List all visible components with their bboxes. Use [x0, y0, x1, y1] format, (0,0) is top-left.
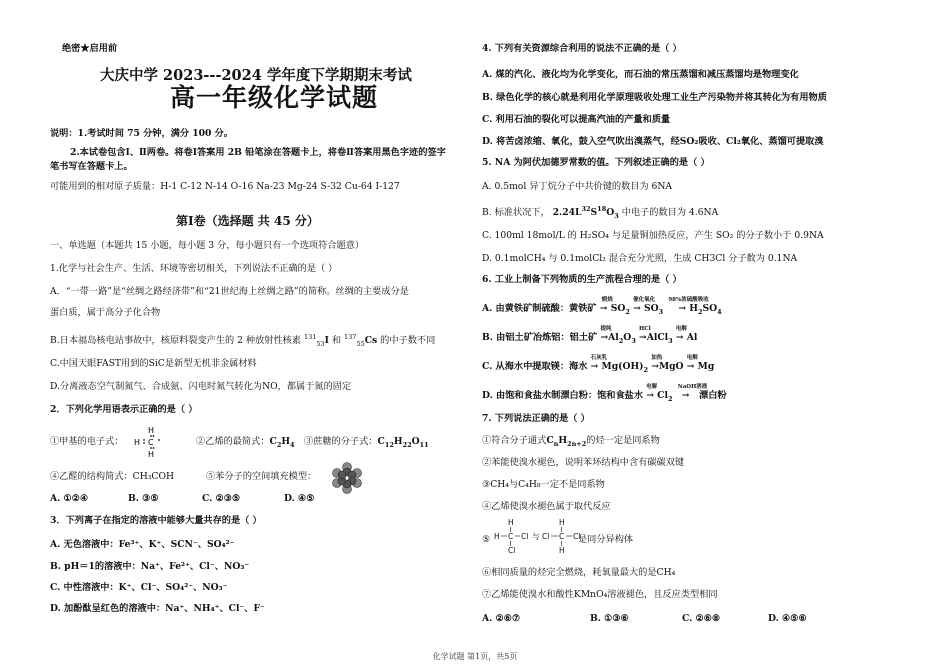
q6-option-b: B. 由铝土矿冶炼铝：铝土矿 提纯 $\to Al_2O_3$ HCl →AlCl$_3$ 电解 → Al — [482, 332, 697, 344]
svg-text:H: H — [494, 532, 500, 541]
svg-text:H: H — [559, 546, 565, 555]
q2-option-2-text: ②乙烯的最简式： — [196, 436, 270, 447]
q1-option-b-text: B.日本福岛核电站事故中，核原料裂变产生的 2 种放射性核素 — [50, 335, 302, 346]
arrow-roast-label: 煅烧 — [601, 297, 613, 303]
nuclide-cs137: $^{137}_{55}$Cs — [344, 332, 378, 348]
q6-option-b-text: B. 由铝土矿冶炼铝：铝土矿 — [482, 332, 598, 343]
atomic-masses: 可能用到的相对原子质量：H-1 C-12 N-14 O-16 Na-23 Mg-24 S-32 Cu-64 I-127 — [50, 181, 400, 192]
q3-option-d: D. 加酚酞呈红色的溶液中：Na⁺、NH₄⁺、Cl⁻、F⁻ — [50, 603, 265, 614]
svg-text:C: C — [148, 438, 154, 447]
q7-option-1-tail: 的烃一定是同系物 — [586, 435, 660, 446]
q2-choice-c: C. ②③⑤ — [202, 493, 241, 504]
svg-text:H: H — [148, 426, 155, 435]
secret-label: 绝密★启用前 — [62, 43, 118, 54]
q7-choice-c: C. ②⑥⑧ — [682, 613, 721, 624]
q2-choice-d: D. ④⑤ — [284, 493, 315, 504]
svg-text:Cl: Cl — [508, 546, 516, 555]
arrow-naoh: NaOH溶液 → — [682, 390, 690, 401]
q2-choice-a: A. ①②④ — [50, 493, 89, 504]
q1-option-a2: 蛋白质，属于高分子化合物 — [50, 307, 161, 318]
q4-option-c: C. 利用石油的裂化可以提高汽油的产量和质量 — [482, 114, 671, 125]
q1-option-c: C.中国天眼FAST用到的SiC是新型无机非金属材料 — [50, 358, 257, 369]
arrow-acid-absorb-label: 98%浓硫酸吸收 — [668, 297, 709, 303]
q6-option-c-text: C. 从海水中提取镁：海水 — [482, 361, 588, 372]
arrow-electrolysis-c: 电解 → — [687, 361, 695, 372]
q7-option-5-tail: 是同分异构体 — [578, 534, 634, 545]
q7-choice-d: D. ④⑤⑥ — [768, 613, 807, 624]
q7-option-5-num: ⑤ — [482, 534, 491, 545]
q7-choice-a: A. ②⑥⑦ — [482, 613, 521, 624]
q2-option-5: ⑤苯分子的空间填充模型： — [206, 471, 317, 482]
svg-text:Cl: Cl — [542, 532, 550, 541]
q5-option-b-tail: 中电子的数目为 4.6NA — [621, 207, 719, 218]
q7-choice-b: B. ①③⑥ — [590, 613, 629, 624]
q4-option-a: A. 煤的汽化、液化均为化学变化，而石油的常压蒸馏和减压蒸馏均是物理变化 — [482, 69, 799, 80]
arrow-hcl-label: HCl — [639, 326, 651, 332]
svg-text:H: H — [559, 518, 565, 527]
svg-text:H: H — [134, 438, 141, 447]
svg-text:Cl: Cl — [573, 532, 581, 541]
note-2b: 笔书写在答题卡上。 — [50, 161, 133, 172]
section1-title: 第Ⅰ卷（选择题 共 45 分） — [176, 214, 319, 228]
q7-option-1-text: ①符合分子通式 — [482, 435, 547, 446]
q5-option-a: A. 0.5mol 异丁烷分子中共价键的数目为 6NA — [482, 181, 673, 192]
q1-option-b-tail: 的中子数不同 — [380, 335, 436, 346]
q5-option-b-text: B. 标准状况下， — [482, 207, 550, 218]
q5-option-c: C. 100ml 18mol/L 的 H₂SO₄ 与足量铜加热反应，产生 SO₂ 的分子数小于 0.9NA — [482, 230, 824, 241]
q1-option-a1: A．“一带一路”是“丝绸之路经济带”和“21世纪海上丝绸之路”的简称。丝绸的主要成分是 — [50, 286, 409, 297]
q5-stem: 5. NA 为阿伏加德罗常数的值。下列叙述正确的是（ ） — [482, 157, 710, 168]
arrow-purify: 提纯 → — [600, 332, 608, 343]
exam-title: 大庆中学 2023---2024 学年度下学期期末考试 — [100, 67, 412, 84]
page-footer: 化学试题 第1页，共5页 — [432, 652, 518, 661]
q4-option-b: B. 绿色化学的核心就是利用化学原理吸收处理工业生产污染物并将其转化为有用物质 — [482, 92, 827, 103]
q3-option-c: C. 中性溶液中：K⁺、Cl⁻、SO₄²⁻、NO₃⁻ — [50, 582, 228, 593]
q7-option-7: ⑦乙烯能使溴水和酸性KMnO₄溶液褪色，且反应类型相同 — [482, 589, 718, 600]
q7-option-4: ④乙烯使溴水褪色属于取代反应 — [482, 501, 611, 512]
q2-option-3: ③蔗糖的分子式：$C_{12}H_{22}O_{11}$ — [304, 436, 429, 449]
arrow-lime-milk: 石灰乳 → — [591, 361, 599, 372]
arrow-electrolysis-d: 电解 → — [646, 390, 654, 401]
q4-stem: 4. 下列有关资源综合利用的说法不正确的是（ ） — [482, 43, 682, 54]
q2-option-2: ②乙烯的最简式：$C_2H_4$ — [196, 436, 295, 449]
q2-option-4: ④乙醛的结构简式：CH₃COH — [50, 471, 174, 482]
svg-text:Cl: Cl — [521, 532, 529, 541]
q6-option-a: A. 由黄铁矿制硫酸：黄铁矿 煅烧 → $SO_2$ 催化氧化 → $SO_3$ 98%浓硫酸吸收 → $H_2SO_4$ — [482, 303, 722, 315]
q3-option-b: B. pH＝1的溶液中：Na⁺、Fe²⁺、Cl⁻、NO₃⁻ — [50, 561, 250, 572]
benzene-space-filling-model — [330, 462, 364, 494]
svg-text:C: C — [508, 532, 514, 541]
q6-stem: 6. 工业上制备下列物质的生产流程合理的是（ ） — [482, 274, 682, 285]
arrow-catalytic-oxidation: 催化氧化 → — [633, 303, 641, 314]
arrow-heat: 加热 → — [651, 361, 659, 372]
q7-stem: 7. 下列说法正确的是（ ） — [482, 413, 590, 424]
arrow-electrolysis-b-label: 电解 — [675, 326, 687, 332]
q3-stem: 3．下列离子在指定的溶液中能够大量共存的是（ ） — [50, 515, 262, 526]
svg-text:C: C — [559, 532, 565, 541]
subject-title: 高一年级化学试题 — [170, 83, 379, 112]
section1-instruction: 一、单选题（本题共 15 小题，每小题 3 分，每小题只有一个选项符合题意） — [50, 240, 365, 251]
q5-option-b-formula: $2.24L^{32}S^{18}O_3$ — [552, 204, 619, 220]
arrow-lime-milk-label: 石灰乳 — [590, 355, 608, 361]
q5-option-d: D. 0.1molCH₄ 与 0.1molCl₂ 混合充分光照，生成 CH3Cl 分子数为 0.1NA — [482, 253, 798, 264]
methyl-electron-formula — [130, 424, 170, 460]
arrow-naoh-label: NaOH溶液 — [677, 384, 708, 390]
arrow-hcl: HCl → — [639, 332, 647, 343]
q1-option-b: B.日本福岛核电站事故中，核原料裂变产生的 2 种放射性核素 $^{131}_{53}$I 和 $^{137}_{55}$Cs 的中子数不同 — [50, 332, 436, 348]
q2-option-3-text: ③蔗糖的分子式： — [304, 436, 378, 447]
q5-option-b — [482, 204, 719, 220]
q7-option-1: ①符合分子通式$C_nH_{2n+2}$的烃一定是同系物 — [482, 435, 660, 448]
q2-stem: 2．下列化学用语表示正确的是（ ） — [50, 404, 198, 415]
arrow-purify-label: 提纯 — [600, 326, 612, 332]
q1-stem: 1.化学与社会生产、生活、环境等密切相关，下列说法不正确的是（ ） — [50, 263, 338, 274]
q7-option-2: ②苯能使溴水褪色，说明苯环结构中含有碳碳双键 — [482, 457, 685, 468]
svg-text:与: 与 — [532, 532, 540, 541]
q6-option-c: C. 从海水中提取镁：海水 石灰乳 → $Mg(OH)_2$ 加热 →MgO 电解 → Mg — [482, 361, 714, 373]
arrow-catalytic-oxidation-label: 催化氧化 — [633, 297, 656, 303]
q7-option-6: ⑥相同质量的烃完全燃烧，耗氧量最大的是CH₄ — [482, 567, 676, 578]
arrow-roast: 煅烧 → — [600, 303, 608, 314]
arrow-electrolysis-d-label: 电解 — [646, 384, 658, 390]
q6-option-d: D. 由饱和食盐水制漂白粉：饱和食盐水 电解 → $Cl_2$ NaOH溶液 → 漂白粉 — [482, 390, 727, 402]
note-2a: 2.本试卷包含Ⅰ、Ⅱ两卷。将卷Ⅰ答案用 2B 铅笔涂在答题卡上，将卷Ⅱ答案用黑色字迹的签字 — [70, 147, 446, 158]
q4-option-d: D. 将苦卤浓缩、氧化，鼓入空气吹出溴蒸气，经SO₂吸收、Cl₂氧化、蒸馏可提取溴 — [482, 136, 824, 147]
arrow-heat-label: 加热 — [651, 355, 663, 361]
svg-text:H: H — [508, 518, 514, 527]
q2-choice-b: B. ③⑤ — [128, 493, 159, 504]
q3-option-a: A. 无色溶液中：Fe³⁺、K⁺、SCN⁻、SO₄²⁻ — [50, 539, 235, 550]
q2-option-1-text: ①甲基的电子式： — [50, 436, 124, 447]
arrow-electrolysis-c-label: 电解 — [686, 355, 698, 361]
svg-text:H: H — [148, 450, 155, 459]
q6-option-d-text: D. 由饱和食盐水制漂白粉：饱和食盐水 — [482, 390, 644, 401]
q1-option-d: D.分离液态空气制氮气、合成氨、闪电时氮气转化为NO，都属于氮的固定 — [50, 381, 352, 392]
arrow-acid-absorb: 98%浓硫酸吸收 → — [678, 303, 686, 314]
nuclide-i131: $^{131}_{53}$I — [303, 332, 329, 348]
q6-option-a-text: A. 由黄铁矿制硫酸：黄铁矿 — [482, 303, 597, 314]
note-1: 说明：1.考试时间 75 分钟，满分 100 分。 — [50, 128, 233, 139]
q2-option-1 — [50, 436, 124, 448]
arrow-electrolysis-b: 电解 → — [676, 332, 684, 343]
q7-option-3: ③CH₄与C₄H₈一定不是同系物 — [482, 479, 605, 490]
